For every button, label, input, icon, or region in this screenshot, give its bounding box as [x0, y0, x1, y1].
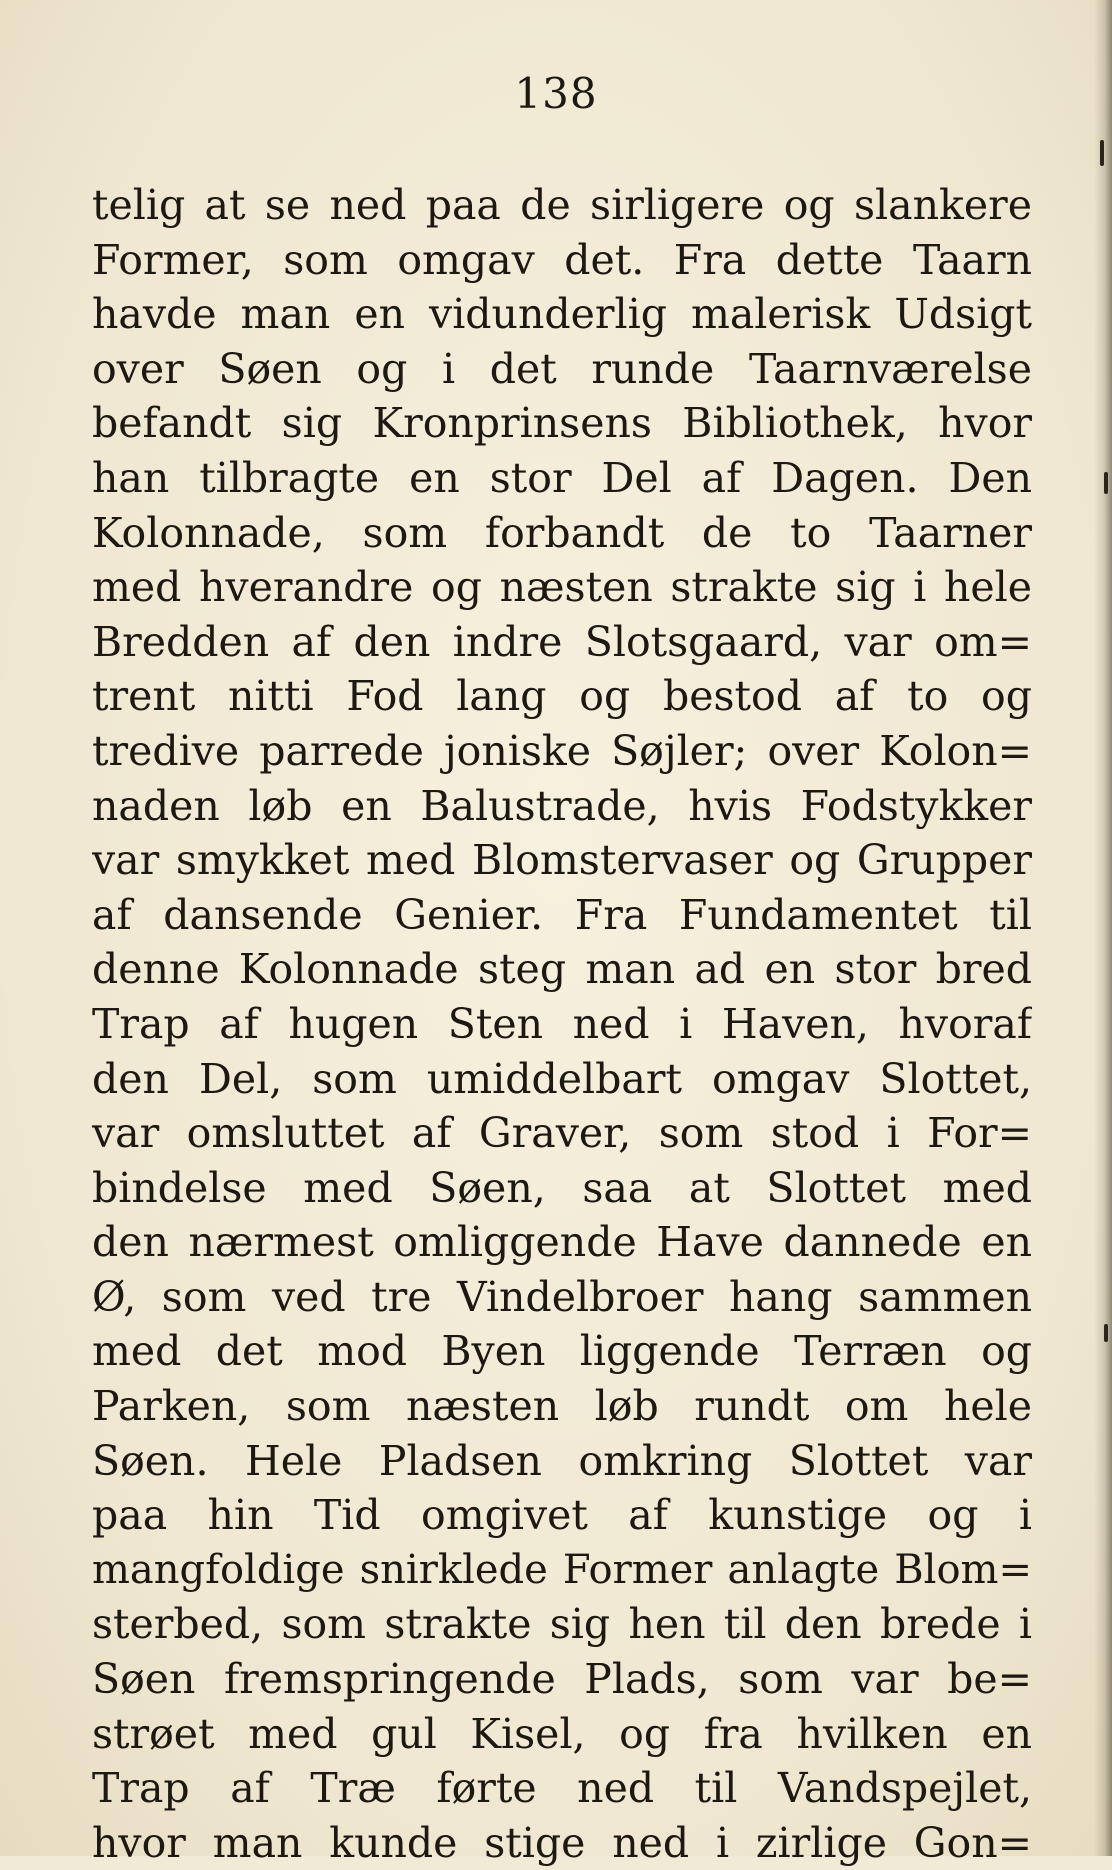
text-line: var omsluttet af Graver, som stod i For=: [92, 1109, 1032, 1158]
text-line: havde man en vidunderlig malerisk Udsigt: [92, 290, 1032, 339]
text-line: den Del, som umiddelbart omgav Slottet,: [92, 1054, 1032, 1103]
text-line: mangfoldige snirklede Former anlagte Blom=: [92, 1546, 1032, 1593]
text-line: denne Kolonnade steg man ad en stor bred: [92, 945, 1032, 994]
text-line: Bredden af den indre Slotsgaard, var om=: [92, 617, 1032, 666]
text-line: trent nitti Fod lang og bestod af to og: [92, 672, 1032, 721]
text-line: den nærmest omliggende Have dannede en: [92, 1218, 1032, 1267]
text-line: Trap af hugen Sten ned i Haven, hvoraf: [92, 999, 1032, 1048]
text-line: Søen fremspringende Plads, som var be=: [92, 1655, 1032, 1704]
text-line: paa hin Tid omgivet af kunstige og i: [92, 1491, 1032, 1540]
text-line: hvor man kunde stige ned i zirlige Gon=: [92, 1818, 1032, 1867]
page-number: 138: [514, 69, 598, 118]
text-line: sterbed, som strakte sig hen til den brede i: [92, 1600, 1032, 1649]
body-text: [92, 178, 1032, 1870]
text-line: Trap af Træ førte ned til Vandspejlet,: [92, 1764, 1032, 1813]
text-line: strøet med gul Kisel, og fra hvilken en: [92, 1709, 1032, 1758]
text-line: befandt sig Kronprinsens Bibliothek, hvor: [92, 399, 1032, 448]
text-line: over Søen og i det runde Taarnværelse: [92, 344, 1032, 393]
text-line: med det mod Byen liggende Terræn og: [92, 1327, 1032, 1376]
page-gutter-shadow: [1094, 0, 1112, 1856]
edge-mark-top: [1100, 140, 1104, 166]
text-line: telig at se ned paa de sirligere og slankere: [92, 181, 1032, 229]
text-line: med hverandre og næsten strakte sig i hele: [92, 563, 1032, 612]
text-line: Søen. Hele Pladsen omkring Slottet var: [92, 1436, 1032, 1485]
edge-mark-middle: [1104, 472, 1108, 494]
text-line: naden løb en Balustrade, hvis Fodstykker: [92, 781, 1032, 830]
edge-mark-lower: [1104, 1324, 1108, 1342]
text-line: af dansende Genier. Fra Fundamentet til: [92, 890, 1032, 939]
text-line: Ø, som ved tre Vindelbroer hang sammen: [92, 1272, 1032, 1321]
text-line: Former, som omgav det. Fra dette Taarn: [92, 235, 1032, 284]
text-line: Parken, som næsten løb rundt om hele: [92, 1382, 1032, 1431]
text-line: tredive parrede joniske Søjler; over Kolon=: [92, 726, 1032, 775]
text-line: Kolonnade, som forbandt de to Taarner: [92, 508, 1032, 557]
text-line: han tilbragte en stor Del af Dagen. Den: [92, 453, 1032, 502]
text-line: bindelse med Søen, saa at Slottet med: [92, 1163, 1032, 1212]
text-line: var smykket med Blomstervaser og Grupper: [92, 836, 1032, 885]
